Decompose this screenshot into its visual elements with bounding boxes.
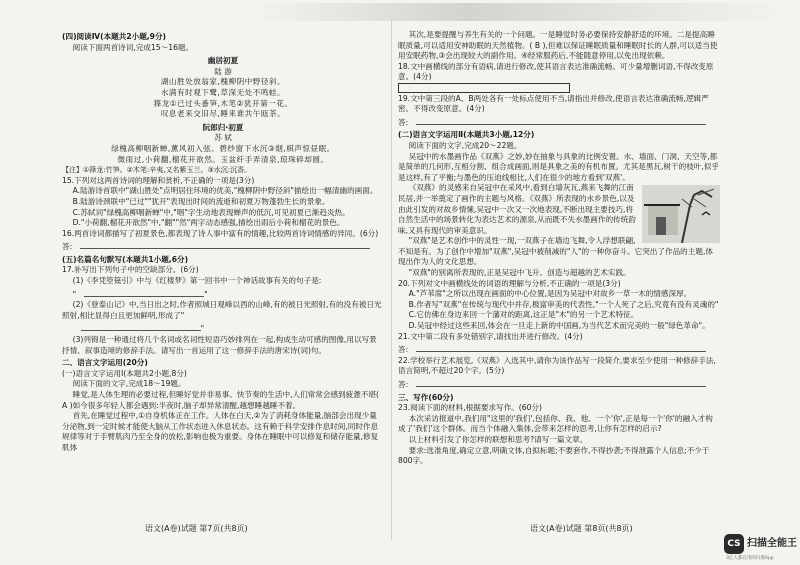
part2-heading: 二、语言文字运用(20分) [62,358,148,368]
question-20: 20.下列对文中画横线处的词语的理解与分析,不正确的一项是(3分) [398,278,621,288]
q17-item: (2)《登泰山记》中,当日出之时,作者照城日观峰以西的山峰,有的被日光照射,有的没有被日光照射,相比显得白且更加鲜明,形成了" [62,300,382,320]
poem-note: 【注】①箨龙:竹笋。②木笔:辛夷,又名紫玉兰。③水沉:沉香。 [62,166,252,175]
q17-item: (3)列锦是一种通过将几个名词或名词性短语巧妙排列在一起,构成生动可感的图像,用以写景抒情、叙事造境的修辞手法。请写出一首运用了这一修辞手法的唐宋诗(词)句。 [62,335,377,355]
reading-paragraph: 《双燕》的灵感来自吴冠中在采风中,看到白墙灰瓦,燕来飞舞的江南民居,并一举奠定了画作的主题与风格。《双燕》所表现的水乡景色,以及由此引发的对故乡情愫,吴冠中一次又一次地表现,不断出现主要技巧,将自然生活中的场景转化为表达艺术的源泉,从而既不失水墨画作的传统韵味,又具有现代的审美意识。 [398,183,636,235]
answer-label: 答: [398,345,409,355]
answer-label: 答: [398,117,409,127]
q20-option: D.吴冠中经过这些来回,体会在一旦走上新的中国画,为当代艺术而完美的一般"绿色革命"。 [408,321,710,331]
fill-blank[interactable] [84,287,204,297]
answer-label: 答: [398,380,409,389]
poem1-title: 幽居初夏 [207,56,239,66]
question-22: 22.学校举行艺术展览,《双燕》入选其中,请你为该作品写一段简介,要求至少使用一种修辞手法,语言简明,不超过20个字。(5分) [398,355,716,376]
section5-heading: (五)名篇名句默写(本题共1小题,6分) [62,254,189,264]
writing-material: 本次采访报道中,我们用"这里的'我们',包括你、我、他、一个'你',正是每一个'你'的融入才构成了'我们'这个群体。而当个体融入集体,会带来怎样的思考,让你有怎样的启示? [398,413,713,434]
answer-box-18[interactable] [398,83,720,94]
q20-option: C.它仿佛在身边来回一个藩对的距离,这正是"木"的另一个艺术特征。 [408,310,639,320]
poem2-line: 绿槐高柳咽新蝉,薰风初入弦。碧纱窗下水沉③烟,棋声惊昼眠。 [111,143,335,153]
q17-blank[interactable]: " [62,321,384,335]
poem2-author: 苏 轼 [214,133,232,143]
scanner-watermark [724,532,800,562]
right-page [398,30,720,467]
reading-paragraph: "双燕"是艺术创作中的灵性一现,一双燕子在墙边飞舞,令人浮想联翩,不知是有。为了创作中增加"双燕",吴冠中被削减的"人"的一种你奋斗。它突出了作品的主题,体现出作为人的文化思想。 [398,236,713,267]
q17-blank[interactable]: " " [62,287,384,301]
question-16: 16.两首诗词都描写了初夏景色,都表现了诗人事中富有的情趣,比较两首诗词情感的异同。(6分) [62,228,379,238]
sub2-heading: (二)语言文字运用Ⅱ(本题共3小题,12分) [398,130,535,140]
poem1-line: 湖山胜处放翁家,槐柳阴中野径斜。 [160,77,286,87]
answer-blank[interactable] [80,239,370,249]
answer-line-22[interactable] [398,377,720,391]
writing-rules: 要求:选准角度,确定立意,明确文体,自拟标题;不要套作,不得抄袭;不得泄露个人信息;不少于800字。 [398,445,710,466]
reading-paragraph: 其次,是要提醒与养生有关的一个问题。一是睡觉时务必要保持安静舒适的环境。二是提高睡眠质量,可以适用安神助眠的天然植物。( B ),但难以保证睡眠质量和睡眠时长的人群,可以适当使用安眠药物,③会出现较大的副作用。④经常服药后,不能随意停用,以免出现依赖。 [398,30,718,61]
sub1-instruction: 阅读下面的文字,完成18～19题。 [72,379,186,389]
writing-requirement: 以上材料引发了你怎样的联想和思考?请写一篇文章。 [408,434,588,444]
question-17: 17.补写出下列句子中的空缺部分。(6分) [62,265,199,275]
poem2-title: 阮郎归·初夏 [202,122,244,132]
question-18: 18.文中画横线的部分有语病,请进行修改,使其语言表达准确流畅。可少量增删词语,不得改变原意。(4分) [398,61,714,82]
answer-blank[interactable] [416,115,706,125]
sub2-instruction: 阅读下面的文字,完成20～22题。 [408,140,522,150]
poem2-line: 微雨过,小荷翻,榴花开欲然。玉盆纤手弄清泉,琼珠碎却圆。 [117,154,329,164]
reading-paragraph: 首先,在睡觉过程中,①自身机体正在工作。人体在白天,②为了消耗身体能量,脑部会出现少量分泌物,到一定时候才能使大脑从工作状态进入休息状态。这有赖于科学安排作息时间,同时作息规律等对于手臂肌肉乃至全身的放松,影响也极为重要。身体在睡眠中可以修复和储存能量,修复肌体 [62,411,379,452]
reading-paragraph: 睡觉,是人体生理的必要过程,但睡好觉并非易事。快节奏的生活中,人们常常会感到疲惫不堪( A )如今很多年轻人都会遇到:半夜时,脑子却异常清醒,越想睡越睡不着。 [62,390,379,410]
scanner-logo-icon: CS [724,534,744,554]
q15-option: D."小荷翻,榴花开欲然"中,"翻""然"两字动态感强,描绘出雨后小荷和榴花的景色。 [72,218,345,228]
answer-line-16[interactable] [62,239,384,253]
sub1-heading: (一)语言文字运用Ⅰ(本题共2小题,8分) [62,368,187,378]
page-divider [391,20,392,540]
q15-option: A.陆游诗首联中"湖山胜处"点明居住环境的优美,"槐柳阴中野径斜"描绘出一幅清幽的画面。 [72,186,378,196]
scanner-subtitle: 3亿人都在用的扫描App [726,556,774,561]
reading-paragraph: 吴冠中的水墨画作品《双燕》之妙,妙在抽象与具象的比例安置。水、墙面、门洞、天空等,都是简单的几何形,互相分割、组合成画面,则是具象之美的有机布置。尤其是黑瓦,树干的枝叶,似乎是这样,有了平衡;与墨色的压迫线相比,人们在很少的地方看到'双燕'。 [398,151,719,182]
reading-paragraph: "双燕"的别离所表现的,正是吴冠中飞升、创造与超越的艺术实践。 [408,268,631,278]
q15-option: B.陆游诗颈联中"已过""犹开"表现出时间的流逝和初夏万物蓬勃生长的景象。 [72,196,330,206]
painting-image [642,185,720,243]
answer-blank[interactable] [416,377,706,387]
question-15: 15.下列对这两首诗词的理解和赏析,不正确的一项是(3分) [62,175,255,185]
poem1-line: 叹息老来交旧尽,睡来谁共午瓯茶。 [160,109,286,119]
q20-option: B.作者写"双燕"在传统与现代中并存,极富审美的代表性,"一个人死了之后,究竟有没有灵魂的" [408,299,719,309]
answer-box[interactable] [398,83,570,93]
q20-option: A."芦苇席"之所以出现在画面的中心位置,是因为吴冠中对故乡一草一木的情感深厚。 [408,289,692,299]
section4-instruction: 阅读下面两首诗词,完成15～16题。 [72,42,194,52]
section4-heading: (四)阅读Ⅳ(本题共2小题,9分) [62,32,167,41]
answer-label: 答: [62,242,73,252]
answer-blank[interactable] [416,342,706,352]
question-23: 23.阅读下面的材料,根据要求写作。(60分) [398,403,542,413]
part3-heading: 三、写作(60分) [398,392,454,402]
question-21: 21.文中第二段有多处错别字,请找出并进行修改。(4分) [398,331,583,341]
scanner-title: 扫描全能王 [747,538,797,549]
right-footer: 语文(A卷)试题 第8页(共8页) [530,524,633,533]
poem1-author: 陆 游 [214,66,232,76]
painting-sketch [642,185,720,243]
answer-line-19[interactable] [398,115,720,129]
poem1-line: 水满有时观下鹭,草深无处不鸣蛙。 [160,87,286,97]
answer-line-21[interactable] [398,342,720,356]
left-page [62,30,384,454]
left-footer: 语文(A卷)试题 第7页(共8页) [145,524,248,533]
q15-option: C.苏轼词"绿槐高柳咽新蝉"中,"咽"字生动地表现蝉声的低沉,可见初夏已渐趋炎热。 [72,207,350,217]
question-19: 19.文中第三段的A、B两处各有一处标点使用不当,请指出并修改,使语言表达准确流畅,逻辑严密。不得改变原意。(4分) [398,93,709,114]
scan-shadow [250,3,790,21]
q17-item: (1)《李凭箜篌引》中与《红楼梦》第一回书中一个神话故事有关的句子是: [72,276,322,286]
poem1-line: 箨龙①已过头番笋,木笔②犹开第一花。 [153,98,293,108]
fill-blank[interactable] [81,321,201,331]
